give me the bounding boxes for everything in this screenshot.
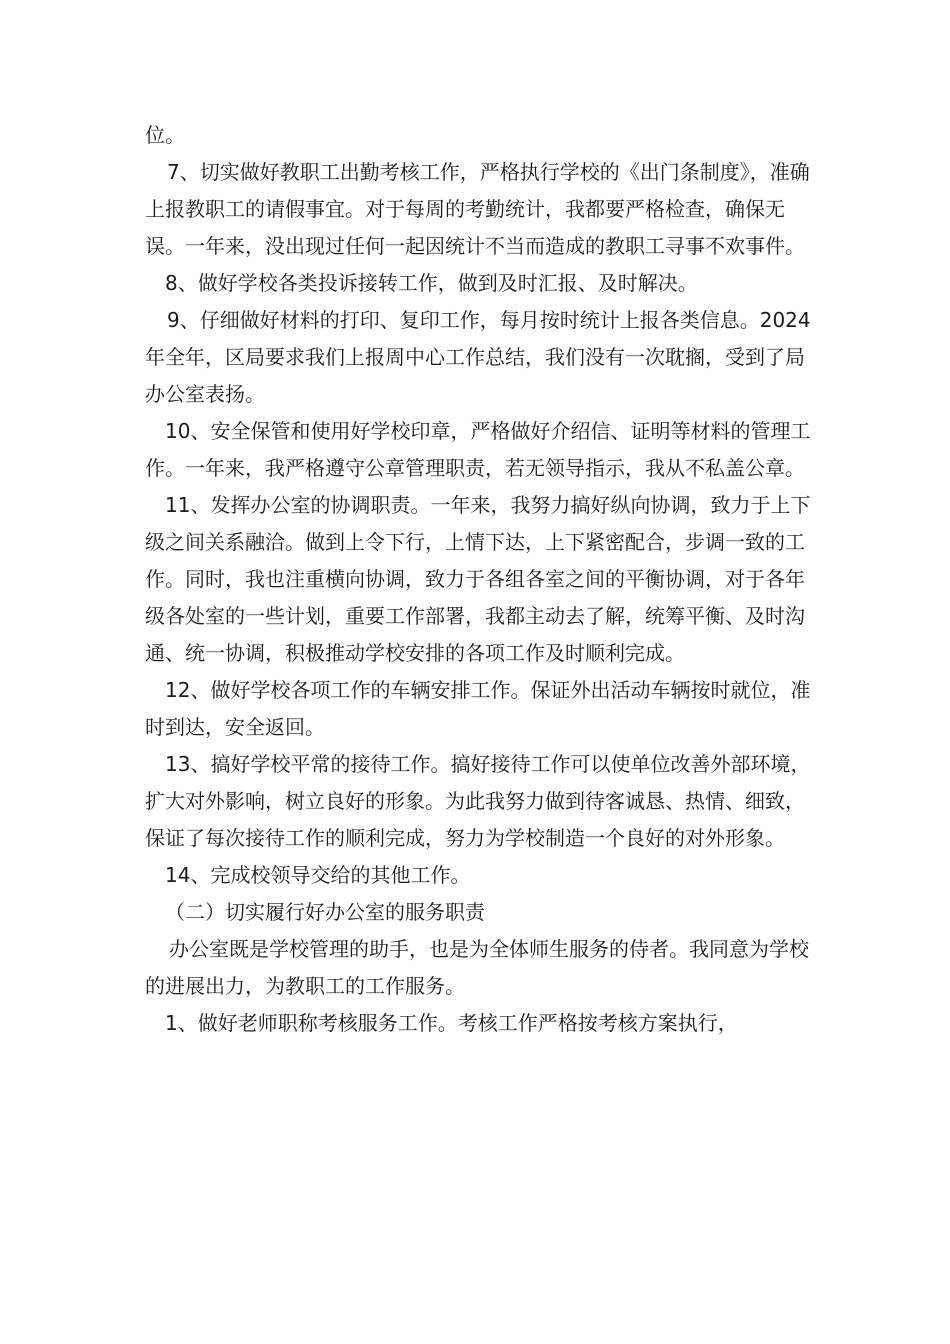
paragraph-item-11: 11、发挥办公室的协调职责。一年来，我努力搞好纵向协调，致力于上下级之间关系融洽。做到上令下行，上情下达，上下紧密配合，步调一致的工作。同时，我也注重横向协调，致力于各组各室之间的平衡协调，对于各年级各处室的一些计划，重要工作部署，我都主动去了解，统筹平衡、及时沟通、统一协调，积极推动学校安排的各项工作及时顺利完成。 <box>145 493 811 665</box>
paragraph-item-14: 14、完成校领导交给的其他工作。 <box>165 863 471 887</box>
paragraph-item-10: 10、安全保管和使用好学校印章，严格做好介绍信、证明等材料的管理工作。一年来，我严格遵守公章管理职责，若无领导指示，我从不私盖公章。 <box>145 419 811 480</box>
paragraph-continuation: 位。 <box>145 123 185 147</box>
paragraph-item-7: 7、切实做好教职工出勤考核工作，严格执行学校的《出门条制度》，准确上报教职工的请假事宜。对于每周的考勤统计，我都要严格检查，确保无误。一年来，没出现过任何一起因统计不当而造成的教职工寻事不欢事件。 <box>145 160 810 258</box>
paragraph-intro: 办公室既是学校管理的助手，也是为全体师生服务的侍者。我同意为学校的进展出力，为教职工的工作服务。 <box>145 937 809 998</box>
paragraph-item-13: 13、搞好学校平常的接待工作。搞好接待工作可以使单位改善外部环境，扩大对外影响，树立良好的形象。为此我努力做到待客诚恳、热情、细致，保证了每次接待工作的顺利完成，努力为学校制造一个良好的对外形象。 <box>145 752 811 850</box>
paragraph-item-9: 9、仔细做好材料的打印、复印工作，每月按时统计上报各类信息。2024年全年，区局要求我们上报周中心工作总结，我们没有一次耽搁，受到了局办公室表扬。 <box>145 308 811 406</box>
paragraph-item-1: 1、做好老师职称考核服务工作。考核工作严格按考核方案执行， <box>165 1011 738 1035</box>
paragraph-item-8: 8、做好学校各类投诉接转工作，做到及时汇报、及时解决。 <box>165 271 698 295</box>
paragraph-item-12: 12、做好学校各项工作的车辆安排工作。保证外出活动车辆按时就位，准时到达，安全返回。 <box>145 678 811 739</box>
document-body <box>145 117 815 1042</box>
section-heading: （二）切实履行好办公室的服务职责 <box>165 900 485 924</box>
